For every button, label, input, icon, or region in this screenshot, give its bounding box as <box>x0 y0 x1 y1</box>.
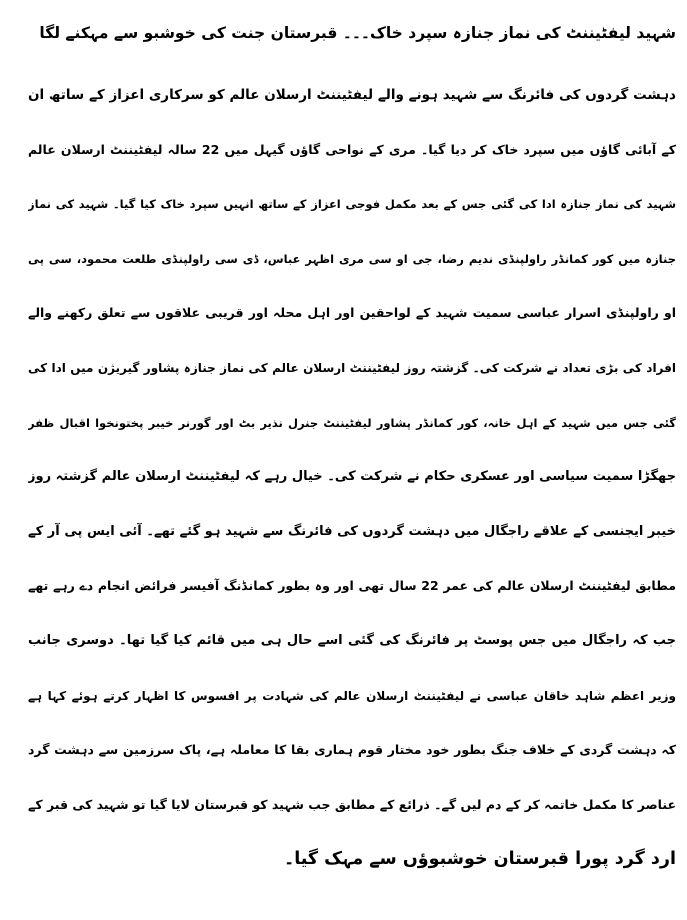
article-body <box>28 68 676 887</box>
article-line: افراد کی بڑی تعداد نے شرکت کی۔ گزشتہ روز لیفٹیننٹ ارسلان عالم کی نماز جنازہ پشاور گیریژن میں ادا کی <box>28 360 676 375</box>
article-line: وزیر اعظم شاہد خاقان عباسی نے لیفٹیننٹ ارسلان عالم کی شہادت پر افسوس کا اظہار کرتے ہوئے کہا ہے <box>28 688 676 703</box>
article-line: ارد گرد پورا قبرستان خوشبوؤں سے مہک گیا۔ <box>283 849 676 870</box>
article-line: دہشت گردوں کی فائرنگ سے شہید ہونے والے لیفٹیننٹ ارسلان عالم کو سرکاری اعزاز کے ساتھ ان <box>28 87 676 103</box>
article-line: گئی جس میں شہید کے اہل خانہ، کور کمانڈر پشاور لیفٹیننٹ جنرل نذیر بٹ اور گورنر خیبر پختونخوا اقبال ظفر <box>28 415 676 430</box>
article-line: کے آبائی گاؤں میں سپرد خاک کر دیا گیا۔ مری کے نواحی گاؤں گیہل میں 22 سالہ لیفٹیننٹ ارسلان عالم <box>28 141 676 157</box>
article-line: او راولپنڈی اسرار عباسی سمیت شہید کے لواحقین اور اہل محلہ اور قریبی علاقوں سے تعلق رکھنے والے <box>28 305 676 321</box>
news-article <box>28 8 676 887</box>
article-line: خیبر ایجنسی کے علاقے راجگال میں دہشت گردوں کی فائرنگ سے شہید ہو گئے تھے۔ آئی ایس پی آر کے <box>28 523 676 539</box>
article-line: جنازہ میں کور کمانڈر راولپنڈی ندیم رضا، جی او سی مری اظہر عباس، ڈی سی راولپنڈی طلعت محمود، سی پی <box>28 251 676 266</box>
article-line: شہید کی نماز جنازہ ادا کی گئی جس کے بعد مکمل فوجی اعزاز کے ساتھ انہیں سپرد خاک کیا گیا۔ شہید کی نماز <box>28 197 676 212</box>
article-line: عناصر کا مکمل خاتمہ کر کے دم لیں گے۔ ذرائع کے مطابق جب شہید کو قبرستان لایا گیا تو شہید کی قبر کے <box>28 796 676 812</box>
article-headline: شہید لیفٹیننٹ کی نماز جنازہ سپرد خاک۔۔۔ قبرستان جنت کی خوشبو سے مہکنے لگا <box>39 24 676 42</box>
article-line: جھگڑا سمیت سیاسی اور عسکری حکام نے شرکت کی۔ خیال رہے کہ لیفٹیننٹ ارسلان عالم گزشتہ روز <box>28 469 676 485</box>
article-line: کہ دہشت گردی کے خلاف جنگ بطور خود مختار قوم ہماری بقا کا معاملہ ہے، پاک سرزمین سے دہشت گرد <box>28 742 676 758</box>
article-line: جب کہ راجگال میں جس پوسٹ پر فائرنگ کی گئی اسے حال ہی میں قائم کیا گیا تھا۔ دوسری جانب <box>28 632 676 648</box>
article-line: مطابق لیفٹیننٹ ارسلان عالم کی عمر 22 سال تھی اور وہ بطور کمانڈنگ آفیسر فرائض انجام دے رہے تھے <box>28 578 676 594</box>
